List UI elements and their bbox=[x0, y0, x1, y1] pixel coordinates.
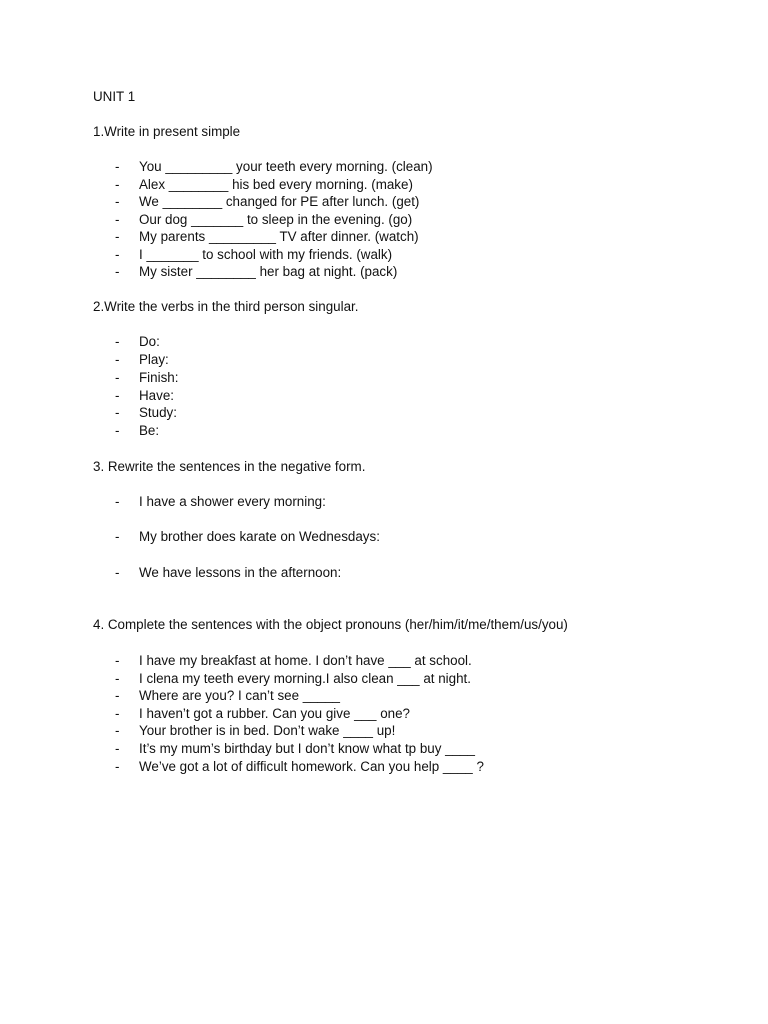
page-title: UNIT 1 bbox=[93, 89, 136, 104]
section-3-heading: 3. Rewrite the sentences in the negative form. bbox=[93, 459, 366, 474]
section-4-heading: 4. Complete the sentences with the object pronouns (her/him/it/me/them/us/you) bbox=[93, 617, 568, 632]
section-1-heading: 1.Write in present simple bbox=[93, 124, 241, 139]
section-2-heading: 2.Write the verbs in the third person singular. bbox=[93, 299, 359, 314]
worksheet-page: UNIT 1 1.Write in present simple - You _________ your teeth every morning. (clean) - Alex ________ his bed every morning. (make) - We ________ changed for PE after lunch. (get) - Our dog _______ to sleep in the evening. (go) - My parents _________ TV after dinner. (watch) - I _______ to school with my friends. (walk) - My sister ________ her bag at night. (pack) 2.Write the verbs in the third person singular. - Do: - Play: - Finish: - Have: - Study: - Be: 3. Rewrite the sentences in the negative form. - I have a shower every morning: - My brother does karate on Wednesdays: - We have lessons in the afternoon: 4. Complete the sentences with the object pronouns (her/him/it/me/them/us/you) - I have my breakfast at home. I don’t have ___ at school. - I clena my teeth every morning.I also clean ___ at night. - Where are you? I can’t see _____ - I haven’t got a rubber. Can you give ___ one? - Your brother is in bed. Don’t wake ____ up! - It’s my mum’s birthday but I don’t know what tp buy ____ - We’ve got a lot of difficult homework. Can you help ____ ? bbox=[93, 89, 568, 774]
